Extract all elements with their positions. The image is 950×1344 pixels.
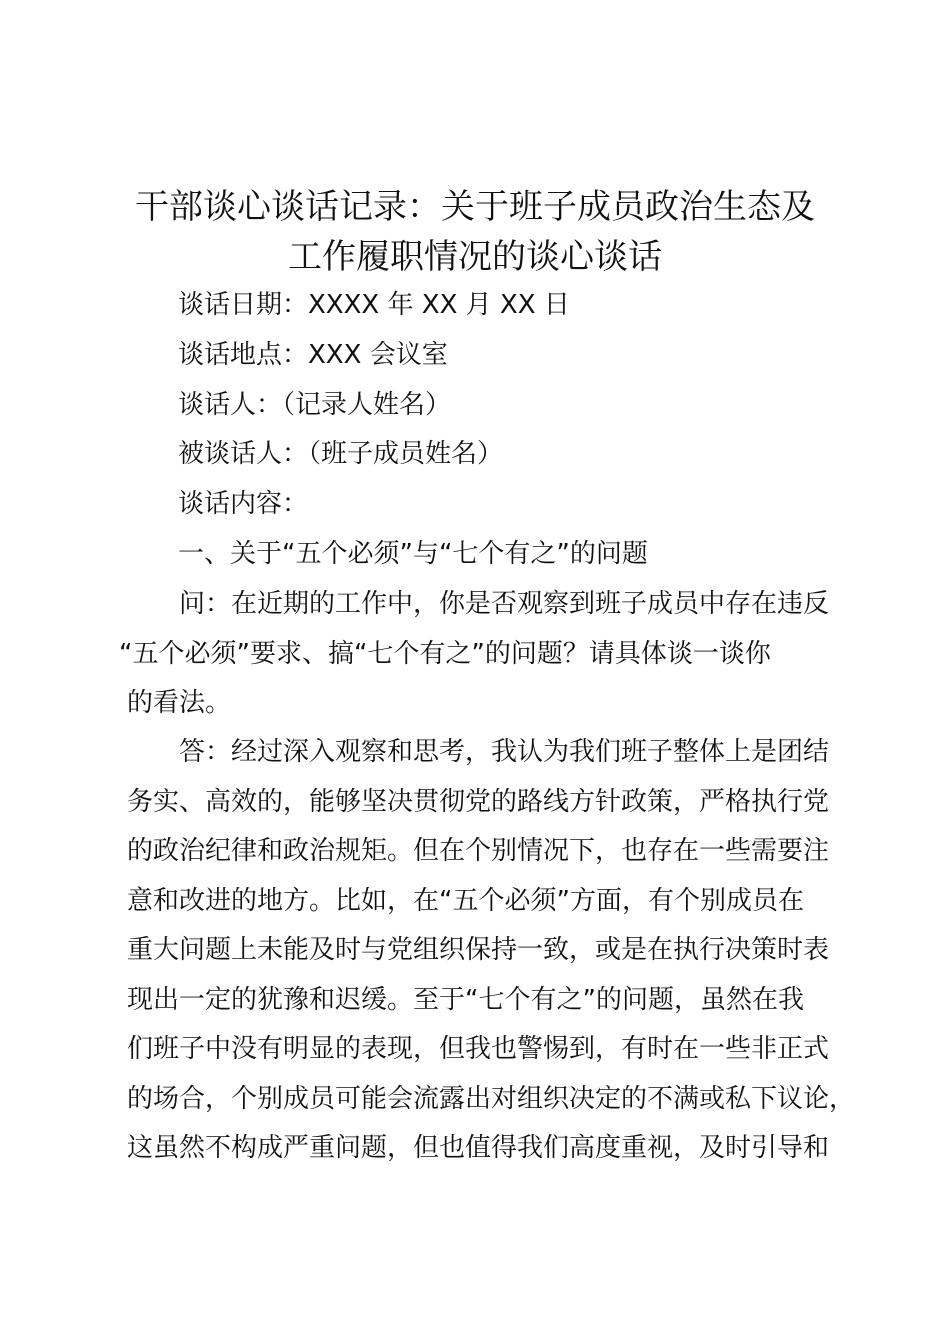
meta-content-label: 谈话内容： bbox=[178, 489, 309, 519]
question-line: 问：在近期的工作中，你是否观察到班子成员中存在违反 bbox=[179, 589, 830, 619]
title-line-2: 工作履职情况的谈心谈话 bbox=[288, 237, 662, 277]
answer-paragraph bbox=[127, 728, 857, 1174]
answer-line: 意和改进的地方。比如，在“五个必须”方面，有个别成员在 bbox=[127, 885, 804, 916]
title-line-1: 干部谈心谈话记录：关于班子成员政治生态及 bbox=[135, 187, 815, 227]
answer-line: 的场合，个别成员可能会流露出对组织决定的不满或私下议论， bbox=[127, 1083, 856, 1114]
answer-line: 的政治纪律和政治规矩。但在个别情况下，也存在一些需要注 bbox=[127, 836, 830, 866]
meta-interviewee: 被谈话人：（班子成员姓名） bbox=[178, 439, 504, 469]
answer-line: 这虽然不构成严重问题，但也值得我们高度重视，及时引导和 bbox=[127, 1133, 830, 1163]
question-paragraph bbox=[119, 580, 857, 729]
meta-date: 谈话日期：XXXX 年 XX 月 XX 日 bbox=[178, 290, 570, 320]
answer-line: 现出一定的犹豫和迟缓。至于“七个有之”的问题，虽然在我 bbox=[127, 984, 804, 1015]
meta-location: 谈话地点：XXX 会议室 bbox=[178, 340, 448, 370]
document-title bbox=[110, 182, 840, 282]
question-line: “五个必须”要求、搞“七个有之”的问题？请具体谈一谈你 bbox=[119, 638, 771, 669]
answer-line: 务实、高效的，能够坚决贯彻党的路线方针政策，严格执行党 bbox=[127, 786, 830, 817]
meta-interviewer: 谈话人：（记录人姓名） bbox=[178, 390, 452, 420]
answer-line: 重大问题上未能及时与党组织保持一致，或是在执行决策时表 bbox=[127, 935, 830, 965]
question-line: 的看法。 bbox=[127, 688, 232, 718]
answer-line: 答：经过深入观察和思考，我认为我们班子整体上是团结 bbox=[179, 737, 830, 767]
section-heading: 一、关于“五个必须”与“七个有之”的问题 bbox=[178, 539, 648, 569]
answer-line: 们班子中没有明显的表现，但我也警惕到，有时在一些非正式 bbox=[127, 1034, 830, 1064]
